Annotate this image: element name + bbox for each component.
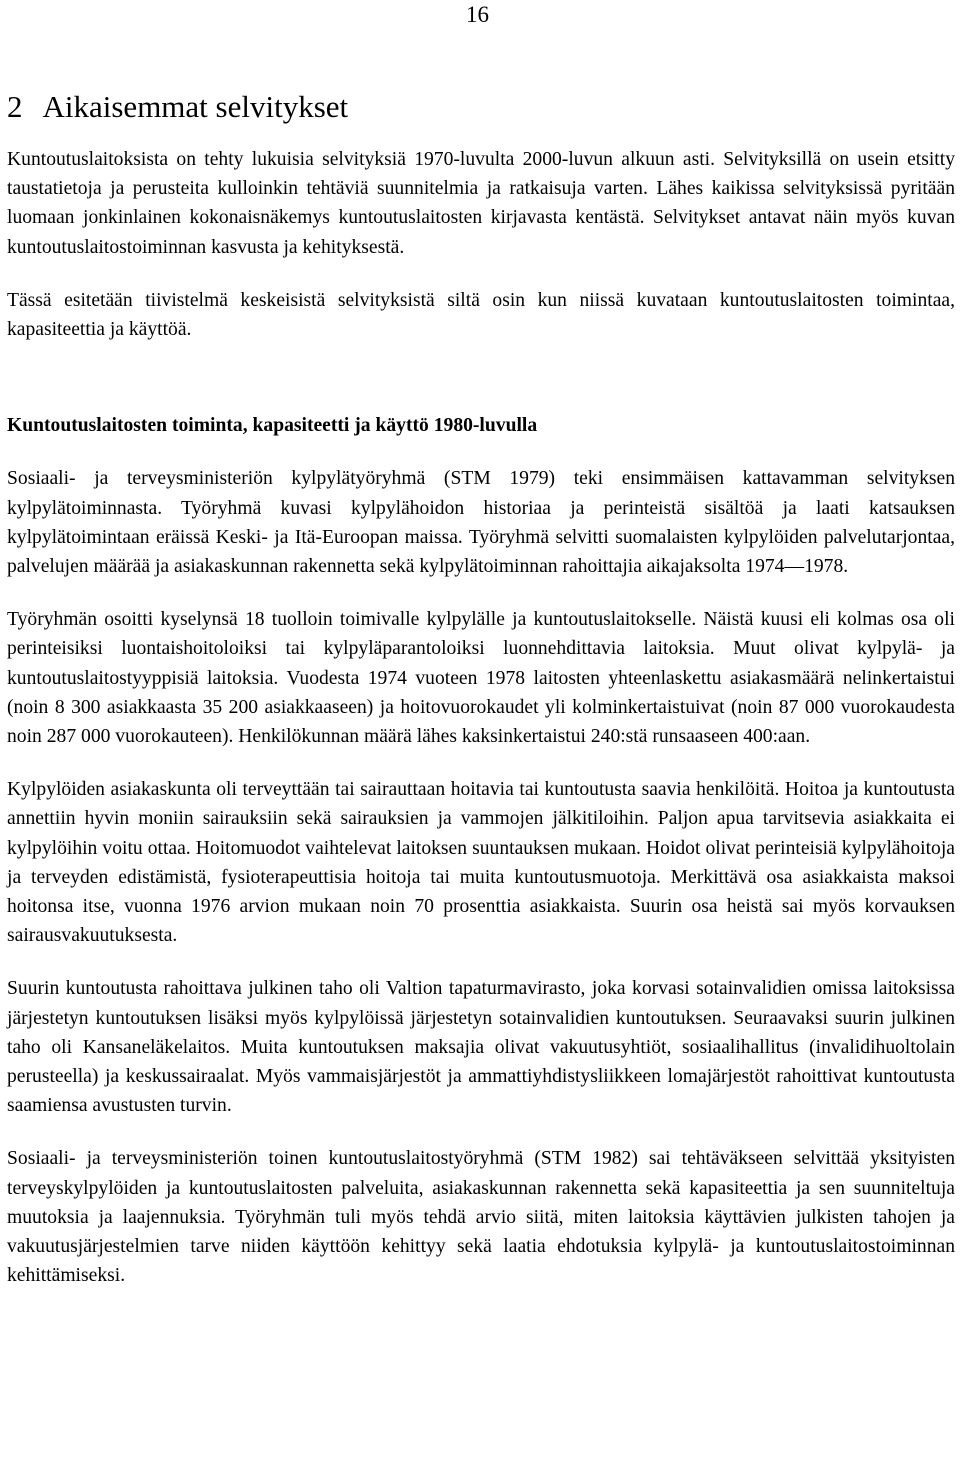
chapter-heading bbox=[7, 86, 348, 128]
section-paragraph-2: Työryhmän osoitti kyselynsä 18 tuolloin toimivalle kylpylälle ja kuntoutuslaitokselle. Näistä kuusi eli kolmas osa oli perinteisiksi luontaishoitoloiksi tai kylpyläparantoloiksi luonnehdittavia laitoksia. Muut olivat kylpylä- ja kuntoutuslaitostyyppisiä laitoksia. Vuodesta 1974 vuoteen 1978 laitosten yhteenlaskettu asiakasmäärä nelinkertaistui (noin 8 300 asiakkaasta 35 200 asiakkaaseen) ja hoitovuorokaudet yli kolminkertaistuivat (noin 87 000 vuorokaudesta noin 287 000 vuorokauteen). Henkilökunnan määrä lähes kaksinkertaistui 240:stä runsaaseen 400:aan. bbox=[7, 609, 955, 748]
section-paragraph-3: Kylpylöiden asiakaskunta oli terveyttään tai sairauttaan hoitavia tai kuntoutusta saavia henkilöitä. Hoitoa ja kuntoutusta annettiin hyvin moniin sairauksiin sekä sairauksien ja vammojen jälkitiloihin. Paljon apua tarvitsevia asiakkaita ei kylpylöihin voitu ottaa. Hoitomuodot vaihtelevat laitoksen suuntauksen mukaan. Hoidot olivat perinteisiä kylpylähoitoja ja terveyden edistämistä, fysioterapeuttisia hoitoja tai muita kuntoutusmuotoja. Merkittävä osa asiakkaista maksoi hoitonsa itse, vuonna 1976 arvion mukaan noin 70 prosenttia asiakkaista. Suurin osa heistä sai myös korvauksen sairausvakuutuksesta. bbox=[7, 779, 955, 947]
section-heading: Kuntoutuslaitosten toiminta, kapasiteetti ja käyttö 1980-luvulla bbox=[7, 415, 538, 437]
section-paragraph-4: Suurin kuntoutusta rahoittava julkinen taho oli Valtion tapaturmavirasto, joka korvasi sotainvalidien omissa laitoksissa järjestetyn kuntoutuksen lisäksi myös kylpylöissä järjestetyn sotainvalidien kuntoutuksen. Seuraavaksi suurin julkinen taho oli Kansaneläkelaitos. Muita kuntoutuksen maksajia olivat vakuutusyhtiöt, sosiaalihallitus (invalidihuoltolain perusteella) ja keskussairaalat. Myös vammaisjärjestöt ja ammattiyhdistysliikkeen lomajärjestöt rahoittivat kuntoutusta saamiensa avustusten turvin. bbox=[7, 978, 955, 1117]
section-paragraph-1: Sosiaali- ja terveysministeriön kylpylätyöryhmä (STM 1979) teki ensimmäisen kattavamman selvityksen kylpylätoiminnasta. Työryhmä kuvasi kylpylähoidon historiaa ja perinteistä sisältöä ja laati katsauksen kylpylätoimintaan eräissä Keski- ja Itä-Euroopan maissa. Työryhmä selvitti suomalaisten kylpylöiden palvelutarjontaa, palvelujen määrää ja asiakaskunnan rakennetta sekä kylpylätoiminnan rahoittajia aikajaksolta 1974—1978. bbox=[7, 468, 955, 578]
page-number: 16 bbox=[466, 2, 489, 27]
section-paragraph-5: Sosiaali- ja terveysministeriön toinen kuntoutuslaitostyöryhmä (STM 1982) sai tehtäväkseen selvittää yksityisten terveyskylpylöiden ja kuntoutuslaitosten palveluita, asiakaskunnan rakennetta sekä kapasiteettia ja sen suunniteltuja muutoksia ja laajennuksia. Työryhmän tuli myös tehdä arvio siitä, miten laitoksia käyttävien julkisten tahojen ja vakuutusjärjestelmien tarve niiden käyttöön kehittyy sekä laatia ehdotuksia kylpylä- ja kuntoutuslaitostoiminnan kehittämiseksi. bbox=[7, 1148, 955, 1287]
intro-paragraph-2: Tässä esitetään tiivistelmä keskeisistä selvityksistä siltä osin kun niissä kuvataan kuntoutuslaitosten toimintaa, kapasiteettia ja käyttöä. bbox=[7, 289, 955, 341]
intro-paragraph-1: Kuntoutuslaitoksista on tehty lukuisia selvityksiä 1970-luvulta 2000-luvun alkuun asti. Selvityksillä on usein etsitty taustatietoja ja perusteita kulloinkin tehtäviä suunnitelmia ja ratkaisuja varten. Lähes kaikissa selvityksissä pyritään luomaan jonkinlainen kokonaisnäkemys kuntoutuslaitosten kirjavasta kentästä. Selvitykset antavat näin myös kuvan kuntoutuslaitostoiminnan kasvusta ja kehityksestä. bbox=[7, 149, 955, 258]
chapter-title: Aikaisemmat selvitykset bbox=[42, 89, 349, 124]
document-body bbox=[7, 145, 955, 1291]
chapter-number: 2 bbox=[7, 89, 23, 124]
